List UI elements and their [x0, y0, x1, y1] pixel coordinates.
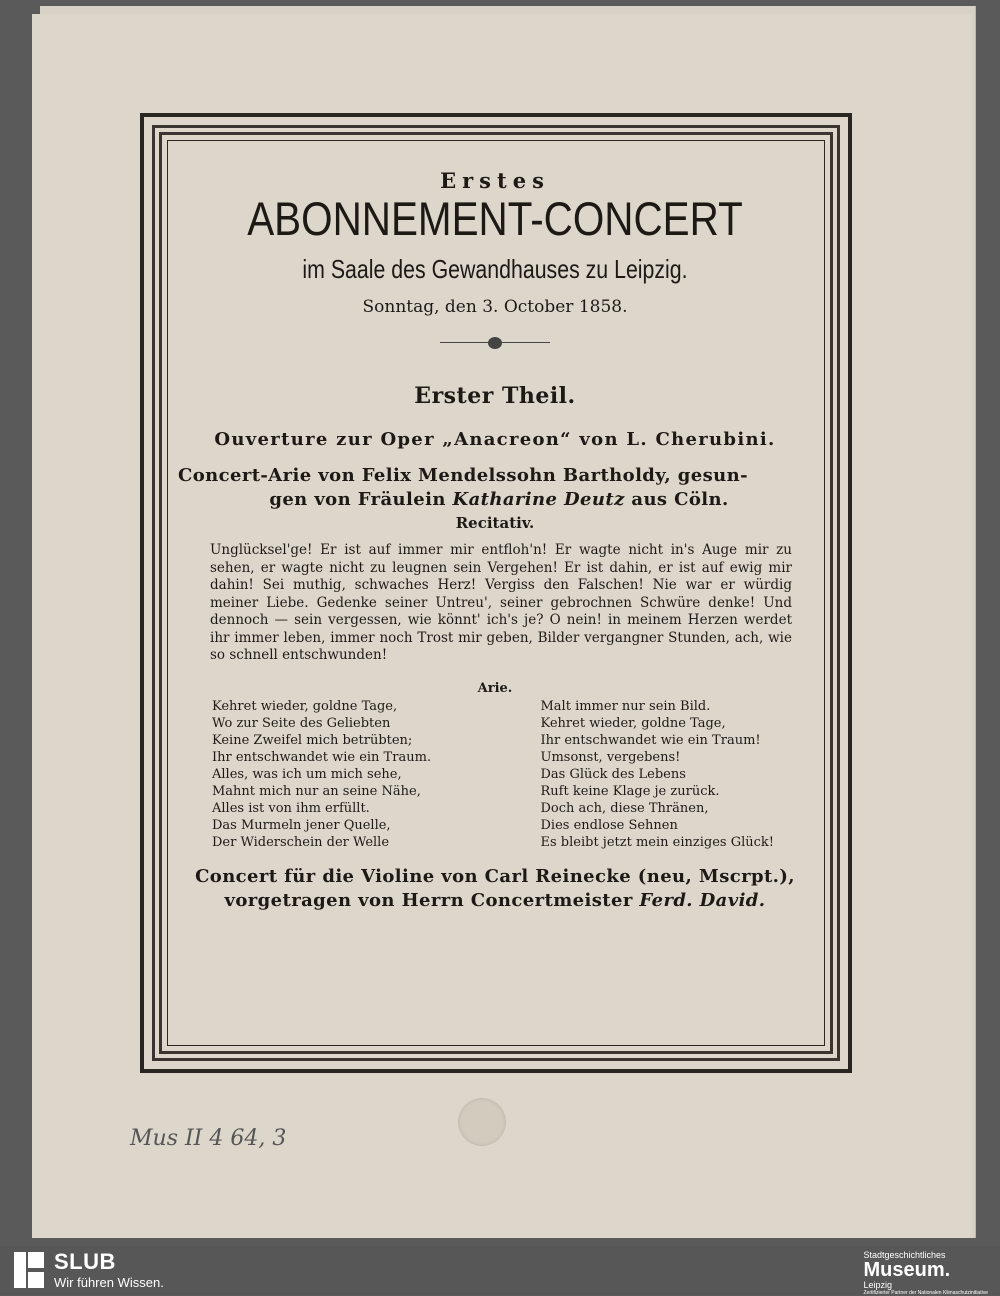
- verse-line: Mahnt mich nur an seine Nähe,: [212, 783, 421, 799]
- verse-line: Es bleibt jetzt mein einziges Glück!: [540, 834, 774, 850]
- program-item-2-line2: [178, 488, 820, 512]
- verse-line: Ihr entschwandet wie ein Traum!: [540, 732, 761, 748]
- library-tagline: Wir führen Wissen.: [54, 1275, 164, 1290]
- verse-line: Dies endlose Sehnen: [540, 817, 678, 833]
- program-item-2-line1: Concert-Arie von Felix Mendelssohn Bartholdy, gesun-: [178, 465, 748, 486]
- verse-line: Ruft keine Klage je zurück.: [540, 783, 720, 799]
- museum-logo: [864, 1250, 989, 1296]
- verse-line: Das Glück des Lebens: [540, 766, 686, 782]
- verse-line: Wo zur Seite des Geliebten: [212, 715, 391, 731]
- ornament-divider: [440, 337, 550, 349]
- footer-bar: [0, 1246, 1000, 1295]
- program-item-2-end: aus Cöln.: [624, 489, 729, 510]
- program-item-1: Ouverture zur Oper „Anacreon“ von L. Cherubini.: [214, 429, 776, 450]
- arie-right-column: [541, 698, 775, 851]
- museum-name: Museum.: [863, 1259, 951, 1281]
- arie-verses: [212, 698, 774, 851]
- slub-logo-icon: [14, 1252, 44, 1288]
- verse-line: Umsonst, vergebens!: [540, 749, 681, 765]
- museum-note: Zertifizierter Partner der Nationalen Klimaschutzinitiative: [863, 1290, 988, 1296]
- arie-left-column: [212, 698, 431, 851]
- recitativ-text: Unglücksel'ge! Er ist auf immer mir entfloh'n! Er wagte nicht in's Auge mir zu sehen, er wagte nicht zu leugnen sein Vergehen! Er ist dahin, er ist auf ewig mir dahin! Sei muthig, schwaches Herz! Vergiss den Falschen! Nie war er würdig meiner Liebe. Gedenke seiner Untreu', seiner gebrochnen Schwüre denke! Und dennoch — sein vergessen, wie könnt' ich's je? O nein! in meinem Herzen werdet ihr immer leben, immer noch Trost mir geben, Bilder vergangner Stunden, ach, wie so schnell entschwunden!: [210, 542, 792, 663]
- poster-subtitle: Erstes: [440, 168, 550, 193]
- museum-line1: Stadtgeschichtliches: [863, 1250, 946, 1260]
- program-item-2: [170, 464, 820, 512]
- program-item-2-text: gen von Fräulein: [269, 489, 453, 510]
- program-item-3-line1: Concert für die Violine von Carl Reinecke (neu, Mscrpt.),: [195, 865, 795, 887]
- program-item-3-text: vorgetragen von Herrn Concertmeister: [224, 889, 640, 911]
- performer-name: Ferd. David.: [639, 889, 766, 911]
- verse-line: Kehret wieder, goldne Tage,: [540, 715, 726, 731]
- verse-line: Doch ach, diese Thränen,: [540, 800, 709, 816]
- poster-title: ABONNEMENT-CONCERT: [247, 192, 743, 245]
- verse-line: Der Widerschein der Welle: [212, 834, 390, 850]
- museum-city: Leipzig: [863, 1280, 893, 1290]
- poster-venue: im Saale des Gewandhauses zu Leipzig.: [302, 254, 688, 284]
- poster-date: Sonntag, den 3. October 1858.: [362, 297, 628, 317]
- verse-line: Keine Zweifel mich betrübten;: [212, 732, 413, 748]
- recitativ-heading: Recitativ.: [455, 514, 535, 532]
- verse-line: Das Murmeln jener Quelle,: [212, 817, 391, 833]
- arie-heading: Arie.: [477, 680, 513, 696]
- verse-line: Ihr entschwandet wie ein Traum.: [212, 749, 432, 765]
- verse-line: Alles ist von ihm erfüllt.: [212, 800, 370, 816]
- program-item-3-line2: [170, 889, 820, 913]
- soloist-name: Katharine Deutz: [452, 489, 625, 510]
- shelfmark: Mus II 4 64, 3: [130, 1126, 287, 1151]
- verse-line: Kehret wieder, goldne Tage,: [212, 698, 398, 714]
- embossed-stamp: [458, 1098, 506, 1146]
- library-name: SLUB: [54, 1249, 116, 1274]
- part-heading: Erster Theil.: [414, 383, 576, 409]
- poster-content: [170, 150, 820, 913]
- verse-line: Malt immer nur sein Bild.: [540, 698, 711, 714]
- verse-line: Alles, was ich um mich sehe,: [212, 766, 402, 782]
- program-item-3: [170, 865, 820, 913]
